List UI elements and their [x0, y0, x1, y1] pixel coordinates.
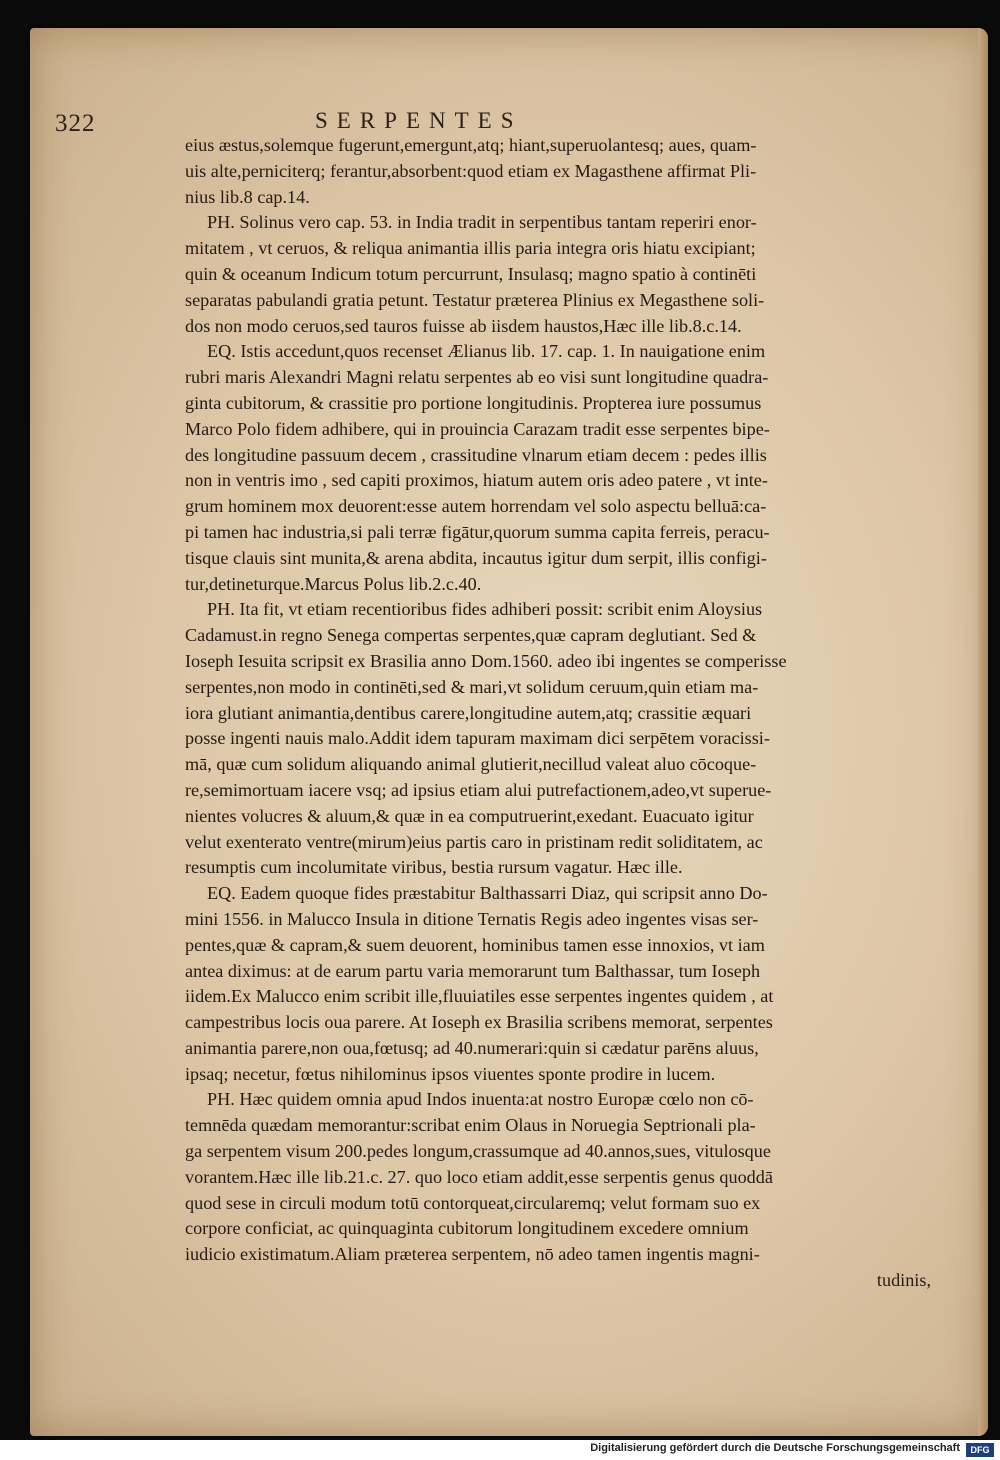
text-line: temnēda quædam memorantur:scribat enim Olaus in Noruegia Septrionali pla- [185, 1115, 756, 1136]
dfg-logo: DFG [966, 1443, 994, 1457]
text-line: eius æstus,solemque fugerunt,emergunt,atq; hiant,superuolantesq; aues, quam- [185, 135, 757, 155]
text-line: EQ. Eadem quoque fides præstabitur Balthassarri Diaz, qui scripsit anno Do- [207, 883, 768, 904]
text-line: vorantem.Hæc ille lib.21.c. 27. quo loco etiam addit,esse serpentis genus quoddā [185, 1166, 773, 1187]
text-line: pi tamen hac industria,si pali terræ figātur,quorum summa capita ferreis, peracu- [185, 521, 770, 542]
text-line: Cadamust.in regno Senega compertas serpentes,quæ capram deglutiant. Sed & [185, 625, 757, 646]
footer-bar [0, 1440, 1000, 1460]
text-line: iidem.Ex Malucco enim scribit ille,fluuiatiles esse serpentes ingentes quidem , at [185, 986, 774, 1007]
text-line: mini 1556. in Malucco Insula in ditione Ternatis Regis adeo ingentes visas ser- [185, 908, 759, 929]
text-line: mā, quæ cum solidum aliquando animal glutierit,necillud valeat aluo cōcoque- [185, 754, 757, 775]
text-line: posse ingenti nauis malo.Addit idem tapuram maximam dici serpētem voracissi- [185, 728, 770, 749]
text-line: animantia parere,non oua,fœtusq; ad 40.numerari:quin si cædatur parēns aluus, [185, 1037, 759, 1058]
text-line: dos non modo ceruos,sed tauros fuisse ab iisdem haustos,Hæc ille lib.8.c.14. [185, 315, 742, 336]
text-line: pentes,quæ & capram,& suem deuorent, hominibus tamen esse innoxios, vt iam [185, 934, 765, 955]
text-line: tur,detineturque.Marcus Polus lib.2.c.40. [185, 573, 482, 594]
text-line: ginta cubitorum, & crassitie pro portione longitudinis. Propterea iure possumus [185, 392, 762, 413]
running-title: SERPENTES [315, 108, 523, 133]
text-line: iudicio existimatum.Aliam præterea serpentem, nō adeo tamen ingentis magni- [185, 1244, 760, 1265]
text-line: campestribus locis oua parere. At Ioseph ex Brasilia scribens memorat, serpentes [185, 1012, 773, 1033]
text-line: ga serpentem visum 200.pedes longum,crassumque ad 40.annos,sues, vitulosque [185, 1141, 771, 1162]
text-line: grum hominem mox deuorent:esse autem horrendam vel solo aspectu belluā:ca- [185, 496, 767, 517]
text-line: des longitudine passuum decem , crassitudine vlnarum etiam decem : pedes illis [185, 444, 767, 465]
text-line: nius lib.8 cap.14. [185, 186, 310, 207]
text-line: PH. Hæc quidem omnia apud Indos inuenta:at nostro Europæ cœlo non cō- [207, 1089, 754, 1110]
text-line: mitatem , vt ceruos, & reliqua animantia illis paria integra oris hiatu excipiant; [185, 238, 756, 259]
text-line: iora glutiant animantia,dentibus carere,longitudine autem,atq; crassitie æquari [185, 702, 752, 723]
text-line: Marco Polo fidem adhibere, qui in prouincia Carazam tradit esse serpentes bipe- [185, 418, 770, 439]
page-number: 322 [55, 110, 96, 137]
text-line: rubri maris Alexandri Magni relatu serpentes ab eo visi sunt longitudine quadra- [185, 367, 769, 388]
catchword: tudinis, [876, 1270, 931, 1291]
text-line: tisque clauis sint munita,& arena abdita, incautus igitur dum serpit, illis configi- [185, 547, 767, 568]
body-text [185, 133, 955, 1294]
page-edge [978, 28, 988, 1436]
text-line: EQ. Istis accedunt,quos recenset Ælianus lib. 17. cap. 1. In nauigatione enim [207, 341, 766, 362]
text-line: nientes volucres & aluum,& quæ in ea computruerint,exedant. Euacuato igitur [185, 805, 754, 826]
text-line: antea diximus: at de earum partu varia memorarunt tum Balthassar, tum Ioseph [185, 960, 761, 981]
text-line: PH. Solinus vero cap. 53. in India tradit in serpentibus tantam reperiri enor- [207, 212, 757, 233]
text-line: serpentes,non modo in continēti,sed & mari,vt solidum ceruum,quin etiam ma- [185, 676, 759, 697]
text-line: corpore conficiat, ac quinquaginta cubitorum longitudinem excedere omnium [185, 1218, 749, 1239]
text-line: quin & oceanum Indicum totum percurrunt, Insulasq; magno spatio à continēti [185, 263, 757, 284]
text-line: quod sese in circuli modum totū contorqueat,circularemq; velut formam suo ex [185, 1192, 761, 1213]
text-line: separatas pabulandi gratia petunt. Testatur præterea Plinius ex Megasthene soli- [185, 289, 765, 310]
text-line: ipsaq; necetur, fœtus nihilominus ipsos viuentes sponte prodire in lucem. [185, 1063, 716, 1084]
text-line: resumptis cum incolumitate viribus, bestia rursum vagatur. Hæc ille. [185, 857, 683, 878]
text-line: velut exenterato ventre(mirum)eius partis caro in pristinam redit soliditatem, ac [185, 831, 763, 852]
text-line: re,semimortuam iacere vsq; ad ipsius etiam alui putrefactionem,adeo,vt superue- [185, 779, 772, 800]
text-line: uis alte,perniciterq; ferantur,absorbent:quod etiam ex Magasthene affirmat Pli- [185, 160, 757, 181]
text-line: Ioseph Iesuita scripsit ex Brasilia anno Dom.1560. adeo ibi ingentes se comperisse [185, 650, 787, 671]
funding-credit: Digitalisierung gefördert durch die Deutsche Forschungsgemeinschaft [590, 1442, 960, 1454]
text-line: non in ventris imo , sed capiti proximos, hiatum autem oris adeo patere , vt inte- [185, 470, 768, 491]
text-line: PH. Ita fit, vt etiam recentioribus fides adhiberi possit: scribit enim Aloysius [207, 599, 763, 620]
